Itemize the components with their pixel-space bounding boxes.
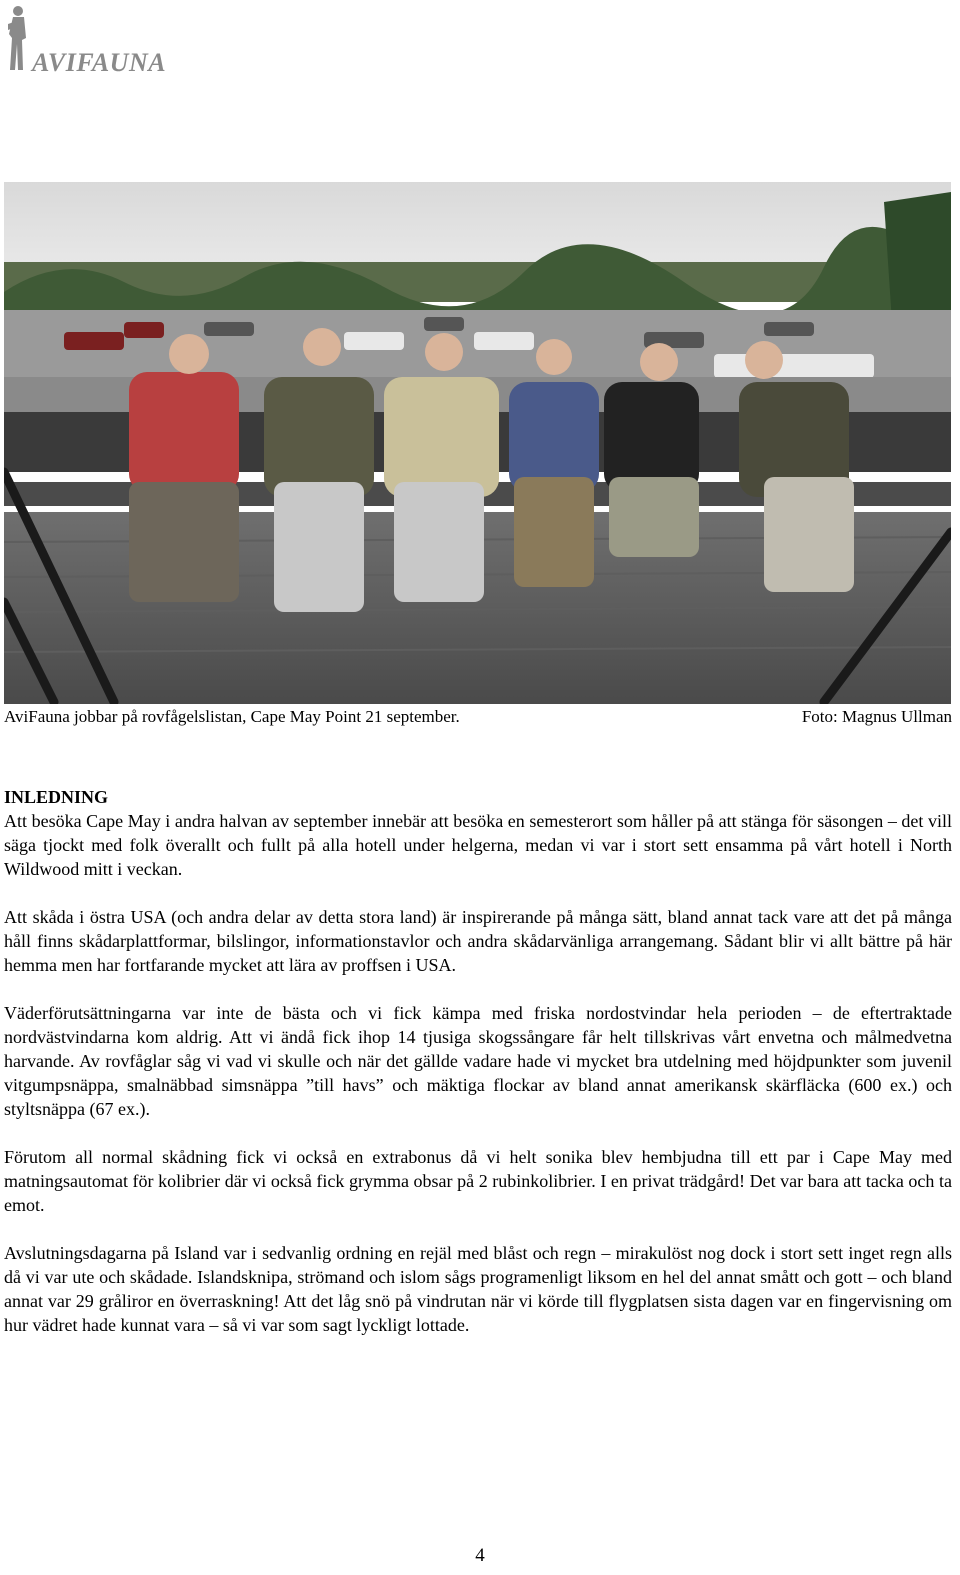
paragraph: Att skåda i östra USA (och andra delar av detta stora land) är inspirerande på många sätt, bland annat tack vare att det på många håll finns skådarplattformar, bilslingor, informationstavlor och andra skådarvänliga arrangemang. Sådant blir vi allt bättre på här hemma men har fortfarande mycket att lära av proffsen i USA. [4,907,952,975]
photo-credit: Foto: Magnus Ullman [801,707,952,726]
paragraph: Att besöka Cape May i andra halvan av september innebär att besöka en semesterort som håller på att stänga för säsongen – det vill säga tjockt med folk överallt och fullt på alla hotell under helgerna, medan vi var i stort sett ensamma på vårt hotell i North Wildwood mitt i veckan. [4,811,952,879]
section-heading: INLEDNING [4,787,109,807]
article-body [4,785,952,1361]
paragraph: Väderförutsättningarna var inte de bästa och vi fick kämpa med friska nordostvindar hela perioden – de eftertraktade nordvästvindarna kom aldrig. Att vi ändå fick ihop 14 tjusiga skogssångare får helt tillskrivas vårt envetna och målmedvetna harvande. Av rovfåglar såg vi vad vi skulle och när det gällde vadare hade vi mycket bra utdelning med höjdpunkter som juvenil vitgumpsnäppa, smalnäbbad simsnäppa ”till havs” och mäktiga flockar av bland annat amerikansk skärfläcka (600 ex.) och styltsnäppa (67 ex.). [4,1003,952,1119]
avifauna-logo [4,4,179,80]
page-number: 4 [475,1545,485,1566]
birdwatcher-silhouette-icon [4,4,34,76]
paragraph: Avslutningsdagarna på Island var i sedvanlig ordning en rejäl med blåst och regn – mirakulöst nog dock i stort sett inget regn alls då vi var ute och skådade. Islandsknipa, strömand och islom sågs programenligt liksom en hel del annat smått och gott – och bland annat var 29 gråliror en överraskning! Att det låg snö på vindrutan när vi körde till flygplatsen sista dagen var en fingervisning om hur vädret hade kunnat vara – så vi var som sagt lyckligt lottade. [4,1243,952,1335]
paragraph: Förutom all normal skådning fick vi också en extrabonus då vi helt sonika blev hembjudna till ett par i Cape May med matningsautomat för kolibrier där vi också fick grymma obsar på 2 rubinkolibrier. I en privat trädgård! Det var bara att tacka och ta emot. [4,1147,952,1215]
photo-caption-row [4,706,952,728]
logo-wordmark: AVIFAUNA [32,48,167,77]
birdwatchers-on-bench-image [4,182,951,704]
group-photo [4,182,951,704]
photo-caption: AviFauna jobbar på rovfågelslistan, Cape May Point 21 september. [4,707,460,726]
